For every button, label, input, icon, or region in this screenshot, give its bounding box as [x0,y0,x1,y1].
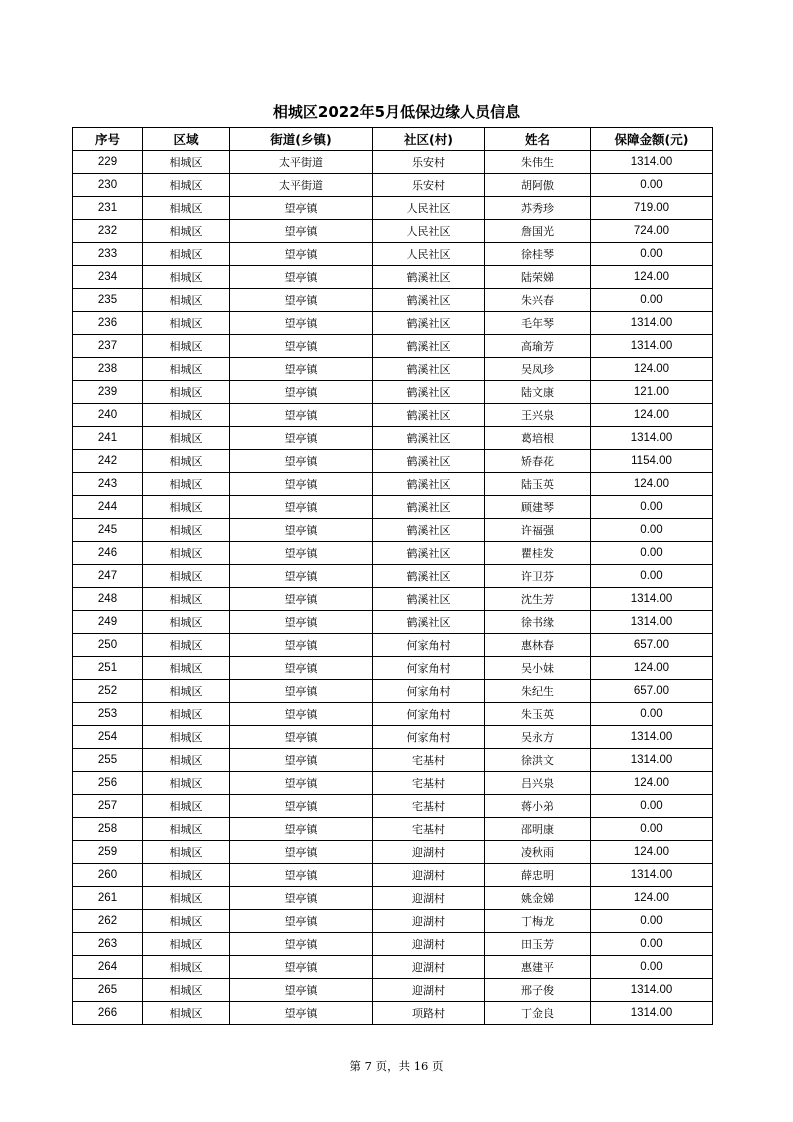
cell-community: 迎湖村 [373,979,485,1002]
table-row [73,887,713,910]
cell-street: 望亭镇 [230,266,373,289]
table-row [73,358,713,381]
cell-community: 鹤溪社区 [373,358,485,381]
cell-name: 朱兴春 [485,289,591,312]
cell-amount: 0.00 [591,496,713,519]
table-row [73,795,713,818]
cell-community: 迎湖村 [373,841,485,864]
cell-name: 陆文康 [485,381,591,404]
table-row [73,611,713,634]
table-row [73,243,713,266]
cell-district: 相城区 [143,174,230,197]
cell-index: 245 [73,519,143,542]
cell-amount: 1314.00 [591,335,713,358]
table-row [73,680,713,703]
cell-district: 相城区 [143,335,230,358]
table-row [73,657,713,680]
cell-community: 宅基村 [373,772,485,795]
cell-name: 吴凤珍 [485,358,591,381]
cell-amount: 1154.00 [591,450,713,473]
cell-name: 朱玉英 [485,703,591,726]
cell-name: 凌秋雨 [485,841,591,864]
cell-index: 255 [73,749,143,772]
cell-name: 葛培根 [485,427,591,450]
table-row [73,151,713,174]
cell-amount: 0.00 [591,818,713,841]
cell-name: 丁梅龙 [485,910,591,933]
cell-street: 望亭镇 [230,404,373,427]
cell-street: 望亭镇 [230,220,373,243]
cell-amount: 0.00 [591,243,713,266]
cell-name: 丁金良 [485,1002,591,1025]
cell-community: 鹤溪社区 [373,335,485,358]
cell-community: 鹤溪社区 [373,496,485,519]
table-body [73,151,713,1025]
cell-amount: 657.00 [591,680,713,703]
cell-community: 鹤溪社区 [373,427,485,450]
cell-name: 毛年琴 [485,312,591,335]
cell-name: 徐书缘 [485,611,591,634]
cell-index: 257 [73,795,143,818]
cell-district: 相城区 [143,220,230,243]
cell-name: 邵明康 [485,818,591,841]
table-row [73,220,713,243]
cell-name: 徐洪文 [485,749,591,772]
cell-amount: 0.00 [591,956,713,979]
cell-community: 宅基村 [373,749,485,772]
table-header-row [73,128,713,151]
cell-street: 望亭镇 [230,680,373,703]
table-row [73,542,713,565]
cell-amount: 724.00 [591,220,713,243]
cell-name: 吕兴泉 [485,772,591,795]
cell-street: 望亭镇 [230,450,373,473]
table-row [73,335,713,358]
cell-index: 241 [73,427,143,450]
cell-street: 望亭镇 [230,818,373,841]
cell-name: 徐桂琴 [485,243,591,266]
column-header-index: 序号 [73,128,143,151]
cell-community: 项路村 [373,1002,485,1025]
cell-index: 233 [73,243,143,266]
cell-community: 迎湖村 [373,933,485,956]
cell-name: 胡阿傲 [485,174,591,197]
cell-index: 244 [73,496,143,519]
table-row [73,910,713,933]
cell-amount: 0.00 [591,933,713,956]
table-row [73,496,713,519]
cell-street: 太平街道 [230,151,373,174]
cell-community: 鹤溪社区 [373,312,485,335]
cell-community: 乐安村 [373,151,485,174]
cell-community: 鹤溪社区 [373,266,485,289]
table-row [73,174,713,197]
cell-index: 229 [73,151,143,174]
cell-name: 陆荣娣 [485,266,591,289]
cell-street: 望亭镇 [230,588,373,611]
cell-district: 相城区 [143,795,230,818]
cell-amount: 719.00 [591,197,713,220]
cell-street: 望亭镇 [230,289,373,312]
cell-street: 望亭镇 [230,519,373,542]
cell-index: 249 [73,611,143,634]
cell-index: 262 [73,910,143,933]
cell-amount: 0.00 [591,795,713,818]
cell-amount: 1314.00 [591,749,713,772]
cell-street: 望亭镇 [230,1002,373,1025]
column-header-amount: 保障金额(元) [591,128,713,151]
cell-district: 相城区 [143,312,230,335]
cell-district: 相城区 [143,772,230,795]
cell-district: 相城区 [143,266,230,289]
cell-street: 望亭镇 [230,726,373,749]
cell-street: 望亭镇 [230,611,373,634]
cell-index: 242 [73,450,143,473]
cell-amount: 1314.00 [591,588,713,611]
cell-community: 何家角村 [373,726,485,749]
cell-amount: 121.00 [591,381,713,404]
cell-index: 250 [73,634,143,657]
table-row [73,933,713,956]
cell-index: 232 [73,220,143,243]
table-row [73,772,713,795]
table-row [73,749,713,772]
cell-district: 相城区 [143,243,230,266]
cell-street: 望亭镇 [230,979,373,1002]
cell-name: 矫春花 [485,450,591,473]
cell-district: 相城区 [143,473,230,496]
cell-community: 人民社区 [373,220,485,243]
cell-district: 相城区 [143,680,230,703]
cell-street: 望亭镇 [230,841,373,864]
cell-community: 何家角村 [373,634,485,657]
cell-district: 相城区 [143,197,230,220]
table-row [73,726,713,749]
cell-index: 265 [73,979,143,1002]
cell-amount: 124.00 [591,657,713,680]
cell-district: 相城区 [143,450,230,473]
cell-amount: 124.00 [591,358,713,381]
cell-district: 相城区 [143,956,230,979]
table-row [73,312,713,335]
table-row [73,588,713,611]
cell-name: 朱纪生 [485,680,591,703]
cell-index: 239 [73,381,143,404]
cell-index: 235 [73,289,143,312]
cell-index: 238 [73,358,143,381]
page-footer: 第 7 页，共 16 页 [349,1059,444,1073]
cell-street: 望亭镇 [230,703,373,726]
cell-amount: 1314.00 [591,979,713,1002]
cell-community: 鹤溪社区 [373,381,485,404]
cell-name: 许福强 [485,519,591,542]
cell-district: 相城区 [143,519,230,542]
table-row [73,289,713,312]
cell-district: 相城区 [143,1002,230,1025]
cell-amount: 0.00 [591,565,713,588]
column-header-community: 社区(村) [373,128,485,151]
cell-street: 望亭镇 [230,795,373,818]
cell-index: 256 [73,772,143,795]
cell-community: 鹤溪社区 [373,404,485,427]
cell-index: 248 [73,588,143,611]
cell-index: 247 [73,565,143,588]
cell-community: 迎湖村 [373,864,485,887]
page-title: 相城区2022年5月低保边缘人员信息 [272,103,521,121]
cell-district: 相城区 [143,151,230,174]
cell-street: 望亭镇 [230,956,373,979]
cell-district: 相城区 [143,496,230,519]
cell-street: 望亭镇 [230,749,373,772]
cell-street: 望亭镇 [230,312,373,335]
cell-index: 259 [73,841,143,864]
cell-index: 237 [73,335,143,358]
cell-name: 王兴泉 [485,404,591,427]
cell-district: 相城区 [143,588,230,611]
cell-street: 望亭镇 [230,910,373,933]
cell-index: 253 [73,703,143,726]
cell-amount: 0.00 [591,703,713,726]
cell-amount: 124.00 [591,473,713,496]
cell-name: 吴永方 [485,726,591,749]
cell-district: 相城区 [143,726,230,749]
cell-community: 鹤溪社区 [373,519,485,542]
table-row [73,565,713,588]
cell-community: 人民社区 [373,197,485,220]
cell-amount: 124.00 [591,266,713,289]
cell-district: 相城区 [143,404,230,427]
cell-name: 詹国光 [485,220,591,243]
column-header-name: 姓名 [485,128,591,151]
table-row [73,979,713,1002]
cell-community: 鹤溪社区 [373,588,485,611]
cell-community: 何家角村 [373,703,485,726]
cell-index: 243 [73,473,143,496]
cell-street: 望亭镇 [230,243,373,266]
cell-amount: 0.00 [591,519,713,542]
cell-amount: 0.00 [591,289,713,312]
cell-index: 261 [73,887,143,910]
table-row [73,634,713,657]
cell-amount: 1314.00 [591,864,713,887]
cell-community: 宅基村 [373,818,485,841]
column-header-district: 区域 [143,128,230,151]
cell-name: 吴小妹 [485,657,591,680]
cell-community: 鹤溪社区 [373,450,485,473]
cell-community: 鹤溪社区 [373,565,485,588]
cell-district: 相城区 [143,933,230,956]
cell-index: 264 [73,956,143,979]
cell-name: 沈生芳 [485,588,591,611]
cell-name: 惠林春 [485,634,591,657]
data-table [72,127,713,1025]
cell-name: 瞿桂发 [485,542,591,565]
table-row [73,519,713,542]
cell-amount: 124.00 [591,772,713,795]
cell-district: 相城区 [143,703,230,726]
cell-street: 望亭镇 [230,864,373,887]
table-row [73,381,713,404]
cell-name: 苏秀珍 [485,197,591,220]
cell-index: 240 [73,404,143,427]
table-row [73,266,713,289]
cell-district: 相城区 [143,749,230,772]
cell-community: 乐安村 [373,174,485,197]
cell-street: 望亭镇 [230,887,373,910]
cell-name: 陆玉英 [485,473,591,496]
cell-name: 惠建平 [485,956,591,979]
cell-community: 人民社区 [373,243,485,266]
cell-community: 迎湖村 [373,910,485,933]
cell-district: 相城区 [143,565,230,588]
cell-street: 望亭镇 [230,197,373,220]
cell-index: 254 [73,726,143,749]
cell-amount: 0.00 [591,174,713,197]
cell-index: 236 [73,312,143,335]
cell-name: 薛忠明 [485,864,591,887]
cell-community: 何家角村 [373,680,485,703]
cell-street: 望亭镇 [230,565,373,588]
cell-street: 望亭镇 [230,473,373,496]
cell-district: 相城区 [143,611,230,634]
cell-amount: 1314.00 [591,726,713,749]
cell-district: 相城区 [143,657,230,680]
table-row [73,1002,713,1025]
cell-index: 258 [73,818,143,841]
cell-name: 姚金娣 [485,887,591,910]
cell-community: 鹤溪社区 [373,542,485,565]
table-row [73,841,713,864]
cell-index: 266 [73,1002,143,1025]
cell-street: 望亭镇 [230,933,373,956]
table-row [73,404,713,427]
column-header-street: 街道(乡镇) [230,128,373,151]
cell-name: 邢子俊 [485,979,591,1002]
cell-community: 鹤溪社区 [373,473,485,496]
cell-street: 望亭镇 [230,542,373,565]
cell-amount: 0.00 [591,910,713,933]
cell-street: 望亭镇 [230,496,373,519]
cell-name: 田玉芳 [485,933,591,956]
cell-community: 迎湖村 [373,956,485,979]
cell-amount: 1314.00 [591,611,713,634]
cell-community: 宅基村 [373,795,485,818]
cell-index: 252 [73,680,143,703]
cell-index: 260 [73,864,143,887]
cell-street: 望亭镇 [230,358,373,381]
cell-name: 许卫芬 [485,565,591,588]
cell-name: 顾建琴 [485,496,591,519]
cell-amount: 124.00 [591,887,713,910]
cell-street: 太平街道 [230,174,373,197]
cell-index: 251 [73,657,143,680]
cell-amount: 124.00 [591,841,713,864]
cell-street: 望亭镇 [230,427,373,450]
table-row [73,450,713,473]
cell-street: 望亭镇 [230,772,373,795]
table-row [73,864,713,887]
cell-index: 234 [73,266,143,289]
cell-district: 相城区 [143,910,230,933]
cell-district: 相城区 [143,841,230,864]
cell-community: 鹤溪社区 [373,611,485,634]
cell-district: 相城区 [143,979,230,1002]
cell-index: 230 [73,174,143,197]
cell-district: 相城区 [143,542,230,565]
cell-street: 望亭镇 [230,335,373,358]
cell-district: 相城区 [143,381,230,404]
table-row [73,818,713,841]
cell-name: 蒋小弟 [485,795,591,818]
cell-district: 相城区 [143,634,230,657]
cell-index: 263 [73,933,143,956]
table-row [73,473,713,496]
cell-amount: 1314.00 [591,427,713,450]
cell-amount: 1314.00 [591,151,713,174]
cell-index: 246 [73,542,143,565]
cell-amount: 1314.00 [591,1002,713,1025]
cell-district: 相城区 [143,818,230,841]
cell-amount: 0.00 [591,542,713,565]
cell-street: 望亭镇 [230,381,373,404]
cell-amount: 124.00 [591,404,713,427]
cell-community: 鹤溪社区 [373,289,485,312]
table-row [73,956,713,979]
cell-amount: 1314.00 [591,312,713,335]
cell-community: 何家角村 [373,657,485,680]
cell-district: 相城区 [143,864,230,887]
cell-district: 相城区 [143,289,230,312]
table-row [73,427,713,450]
cell-district: 相城区 [143,427,230,450]
cell-street: 望亭镇 [230,657,373,680]
cell-district: 相城区 [143,887,230,910]
cell-index: 231 [73,197,143,220]
cell-community: 迎湖村 [373,887,485,910]
cell-name: 朱伟生 [485,151,591,174]
cell-name: 高瑜芳 [485,335,591,358]
cell-district: 相城区 [143,358,230,381]
cell-amount: 657.00 [591,634,713,657]
cell-street: 望亭镇 [230,634,373,657]
table-row [73,703,713,726]
table-row [73,197,713,220]
